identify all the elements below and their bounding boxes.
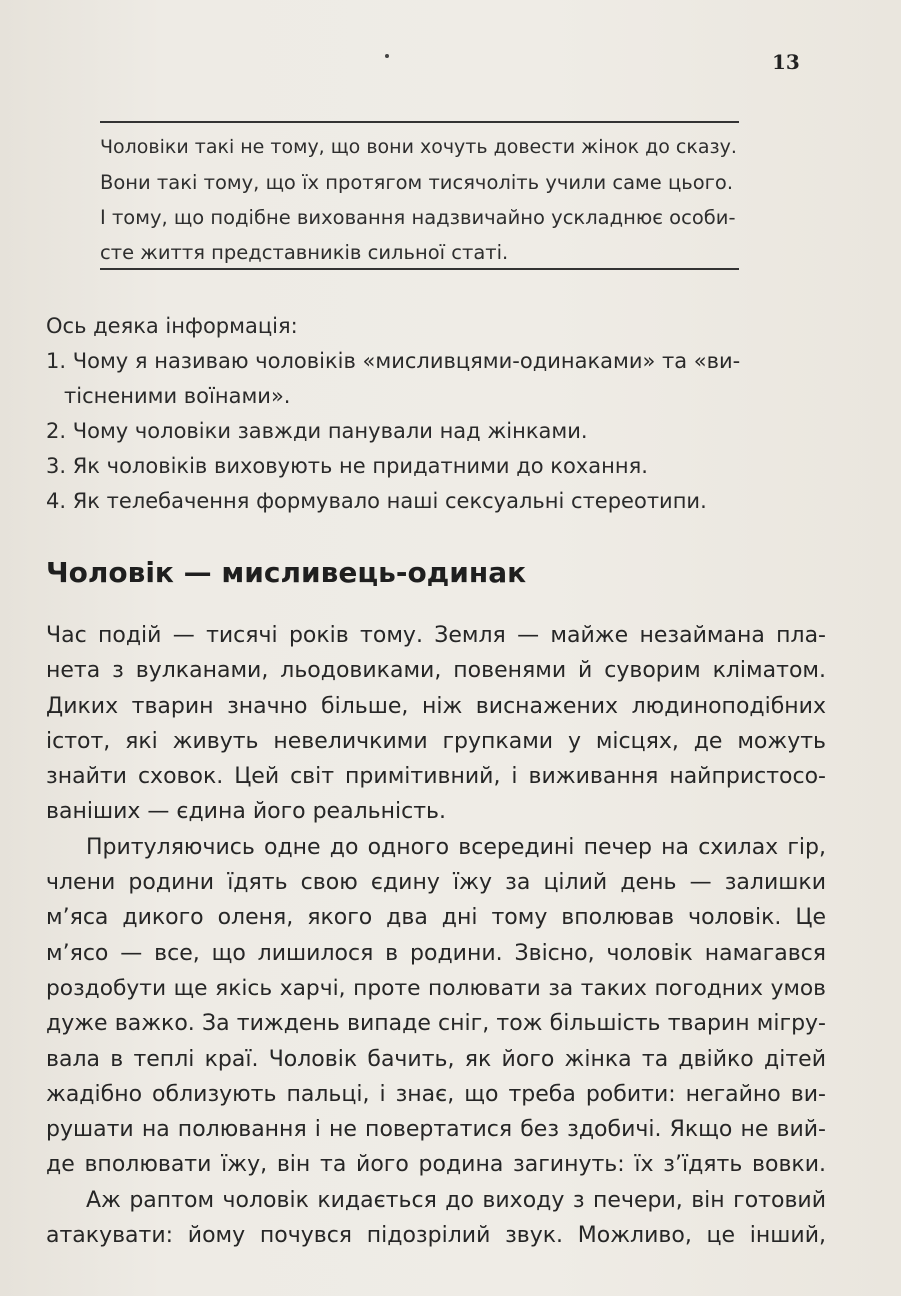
body-line: Диких тварин значно більше, ніж виснажених людиноподібних <box>46 693 826 719</box>
body-line: рушати на полювання і не повертатися без здобичі. Якщо не вий- <box>46 1117 826 1143</box>
list-item: 1. Чому я називаю чоловіків «мисливцями-одинаками» та «ви- <box>46 349 741 373</box>
quote-line: Чоловіки такі не тому, що вони хочуть довести жінок до сказу. <box>100 136 737 158</box>
body-line: Час подій — тисячі років тому. Земля — майже незаймана пла- <box>46 623 826 648</box>
body-line: нета з вулканами, льодовиками, повенями й суворим кліматом. <box>46 658 826 684</box>
section-heading: Чоловік — мисливець-одинак <box>46 556 527 589</box>
body-line: істот, які живуть невеличкими групками у місцях, де можуть <box>46 728 826 754</box>
quote-bottom-rule <box>100 268 739 270</box>
body-line: роздобути ще якісь харчі, проте полювати за таких погодних умов <box>46 975 826 1001</box>
body-line: члени родини їдять свою єдину їжу за цілий день — залишки <box>46 870 826 896</box>
quote-line: І тому, що подібне виховання надзвичайно ускладнює особи- <box>100 206 736 229</box>
body-line: Притуляючись одне до одного всередині печер на схилах гір, <box>86 834 826 860</box>
boxed-quote <box>100 130 740 270</box>
list-item: 3. Як чоловіків виховують не придатними до кохання. <box>46 454 648 478</box>
body-line: атакувати: йому почувся підозрілий звук. Можливо, це інший, <box>46 1223 826 1249</box>
quote-line: Вони такі тому, що їх протягом тисячоліть учили саме цього. <box>100 171 734 194</box>
body-line: Аж раптом чоловік кидається до виходу з печери, він готовий <box>86 1187 826 1213</box>
list-item: 4. Як телебачення формувало наші сексуальні стереотипи. <box>46 489 707 513</box>
list-item: тісненими воїнами». <box>64 384 291 408</box>
body-line: м’ясо — все, що лишилося в родини. Звісно, чоловік намагався <box>46 940 826 966</box>
print-speck <box>385 54 389 58</box>
body-line: жадібно облизують пальці, і знає, що треба робити: негайно ви- <box>46 1081 826 1107</box>
info-list-intro: Ось деяка інформація: <box>46 314 298 338</box>
quote-line: сте життя представників сильної статі. <box>100 241 509 264</box>
body-line: знайти сховок. Цей світ примітивний, і виживання найпристосо- <box>46 764 826 790</box>
body-line: дуже важко. За тиждень випаде сніг, тож більшість тварин мігру- <box>46 1011 826 1037</box>
section-body <box>46 618 826 1253</box>
body-line: вала в теплі краї. Чоловік бачить, як його жінка та двійко дітей <box>46 1046 826 1072</box>
list-item: 2. Чому чоловіки завжди панували над жінками. <box>46 419 588 443</box>
page-number: 13 <box>772 50 800 74</box>
quote-top-rule <box>100 121 739 123</box>
info-list <box>46 309 826 519</box>
body-line: м’яса дикого оленя, якого два дні тому вполював чоловік. Це <box>46 905 826 931</box>
body-line: ваніших — єдина його реальність. <box>46 799 446 825</box>
body-line: де вполювати їжу, він та його родина загинуть: їх з’їдять вовки. <box>46 1152 826 1178</box>
